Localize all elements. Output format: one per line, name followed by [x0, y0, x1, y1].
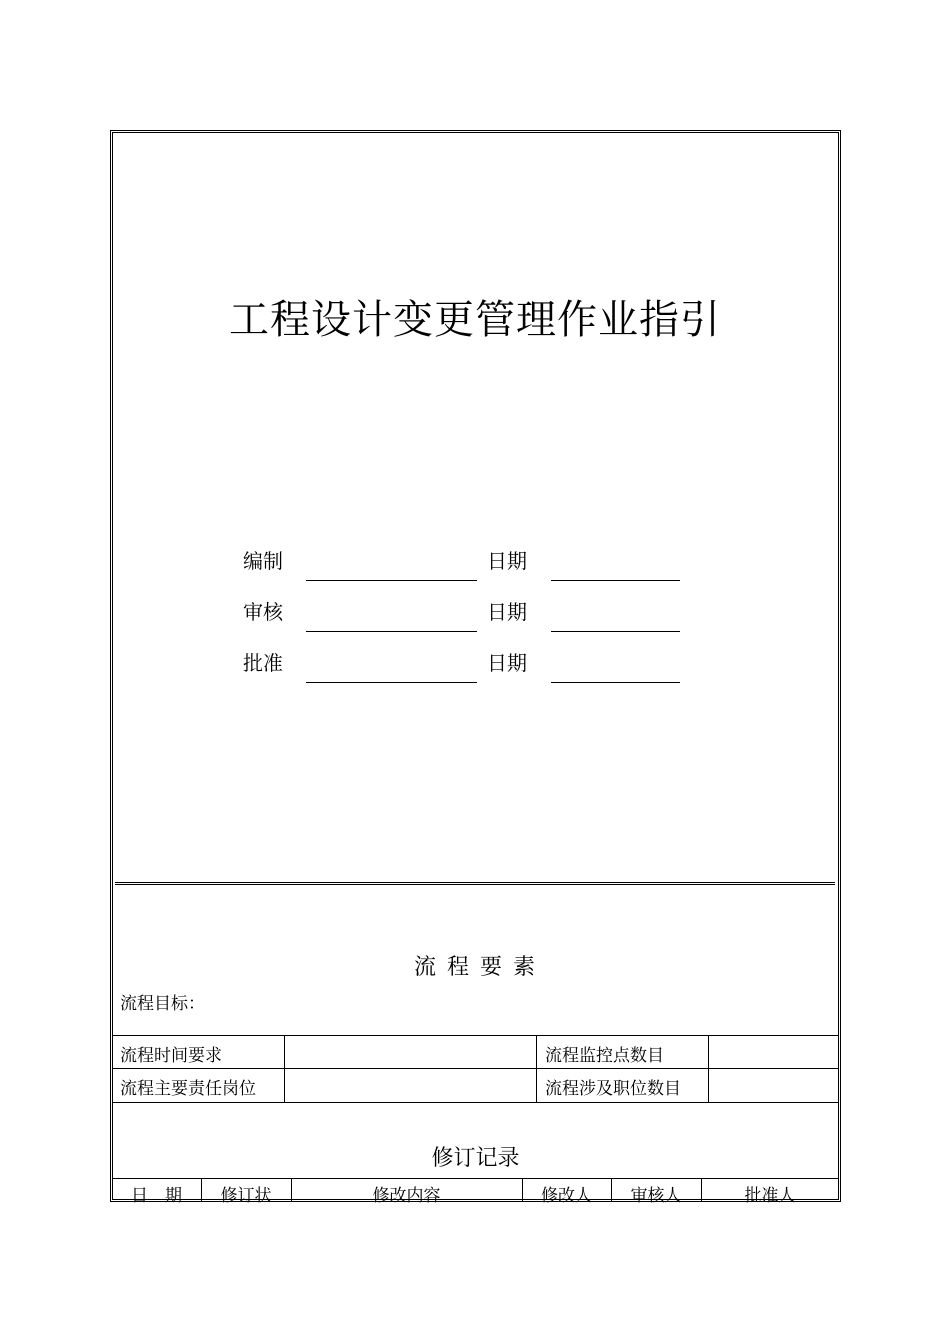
process-goal-label: 流程目标：: [120, 994, 205, 1014]
prepared-date-label: 日期: [487, 549, 527, 573]
process-time-label: 流程时间要求: [120, 1046, 222, 1066]
positions-count-label: 流程涉及职位数目: [545, 1079, 681, 1099]
section-separator: [115, 882, 835, 885]
column-header-change-content: 修改内容: [372, 1186, 441, 1206]
table-divider: [708, 1035, 709, 1102]
revision-record-heading: 修订记录: [431, 1146, 520, 1171]
reviewed-date-line[interactable]: [551, 631, 680, 632]
table-rule: [112, 1035, 839, 1036]
monitor-points-label: 流程监控点数目: [545, 1046, 664, 1066]
responsible-roles-label: 流程主要责任岗位: [120, 1079, 256, 1099]
table-rule: [112, 1178, 839, 1179]
prepared-by-line[interactable]: [306, 580, 477, 581]
reviewed-by-line[interactable]: [306, 631, 477, 632]
column-header-modified-by: 修改人: [541, 1186, 592, 1206]
table-divider: [284, 1035, 285, 1102]
prepared-by-label: 编制: [243, 549, 283, 573]
column-header-reviewed-by: 审核人: [630, 1186, 682, 1206]
column-header-approved-by: 批准人: [744, 1186, 796, 1206]
approved-by-line[interactable]: [306, 682, 477, 683]
approved-date-line[interactable]: [551, 682, 680, 683]
approved-date-label: 日期: [487, 651, 527, 675]
prepared-date-line[interactable]: [551, 580, 680, 581]
column-header-revision-status: 修订状: [220, 1186, 272, 1206]
table-rule: [112, 1102, 839, 1103]
process-elements-heading: 流 程 要 素: [414, 955, 537, 980]
column-header-date: 日 期: [131, 1186, 182, 1206]
document-title: 工程设计变更管理作业指引: [229, 297, 721, 343]
reviewed-date-label: 日期: [487, 600, 527, 624]
table-rule: [112, 1068, 839, 1069]
approved-by-label: 批准: [243, 651, 283, 675]
table-divider: [536, 1035, 537, 1102]
reviewed-by-label: 审核: [243, 600, 283, 624]
